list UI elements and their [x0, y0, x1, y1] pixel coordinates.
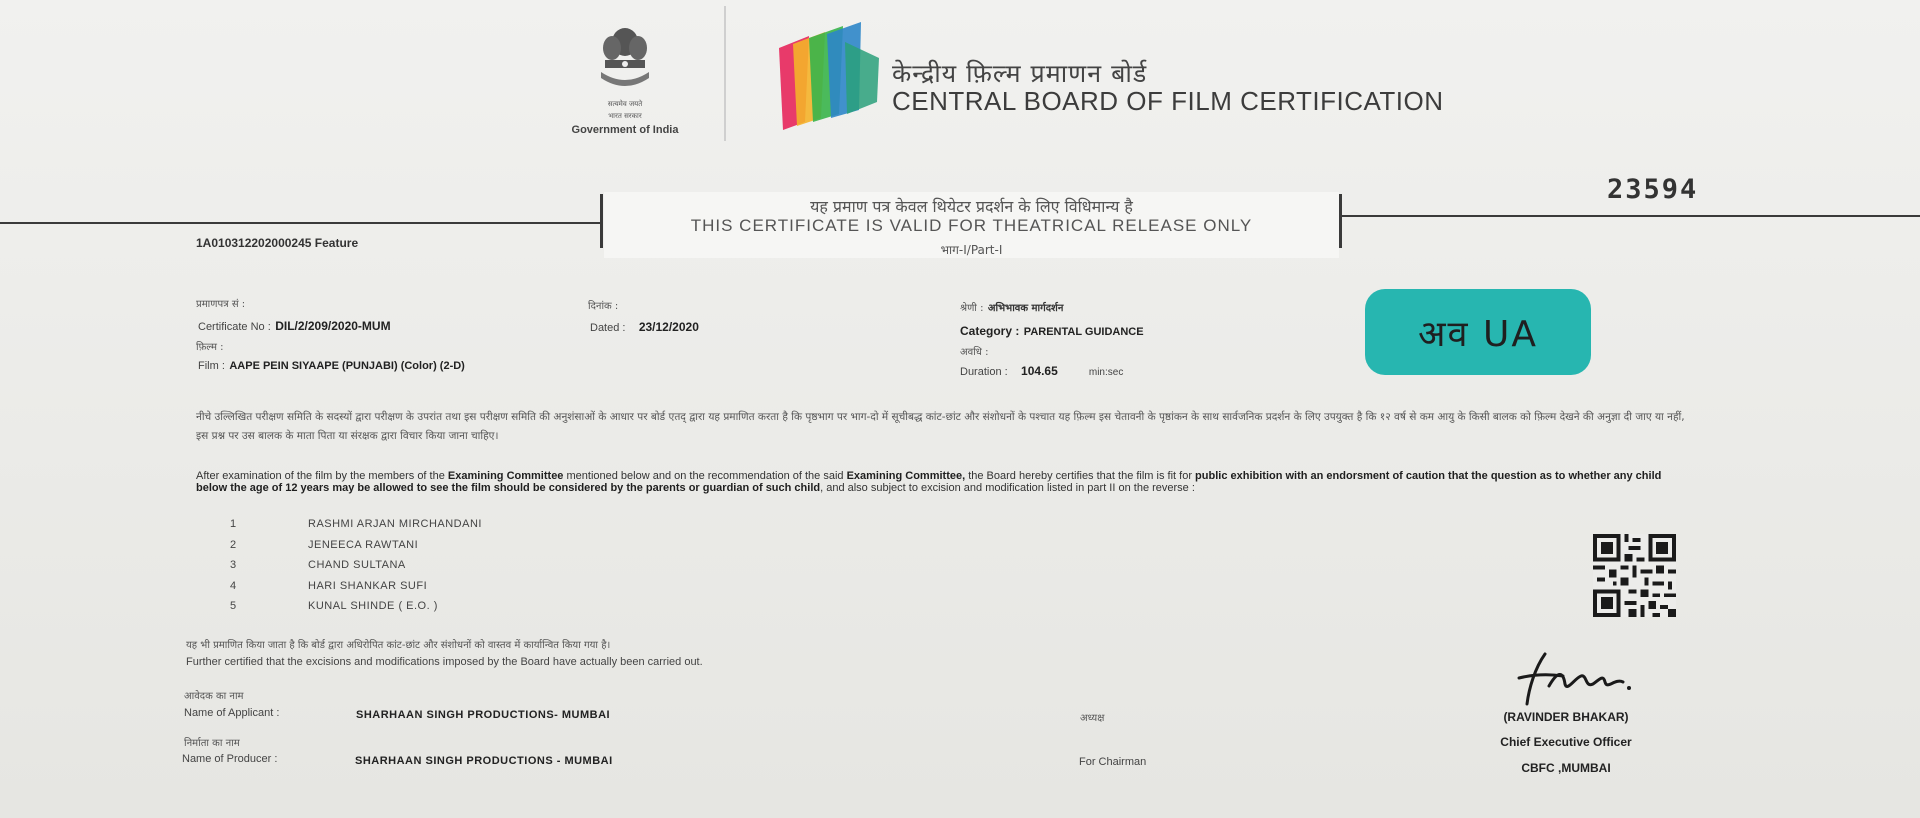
- duration-hindi-label: अवधि :: [960, 347, 989, 358]
- left-rule: [0, 222, 602, 224]
- duration-row: [960, 362, 1123, 380]
- category-row: [960, 322, 1144, 340]
- signatory-office: CBFC ,MUMBAI: [1521, 761, 1611, 775]
- film-row: [198, 356, 465, 374]
- left-bracket: [600, 194, 603, 248]
- certificate-serial-number: 23594: [1607, 174, 1699, 205]
- film-label: Film :: [198, 360, 225, 372]
- emblem-motto: सत्यमेव जयते: [607, 100, 643, 108]
- further-certified-hindi: यह भी प्रमाणित किया जाता है कि बोर्ड द्वारा अधिरोपित कांट-छांट और संशोधनों को वास्तव में कार्यान्वित किया गया है।: [186, 640, 611, 651]
- category-hindi-row: [960, 298, 1063, 316]
- producer-hindi-label: निर्माता का नाम: [184, 738, 240, 749]
- category-label: Category :: [960, 324, 1020, 338]
- list-item: 2 JENEECA RAWTANI: [230, 538, 419, 551]
- producer-value: SHARHAAN SINGH PRODUCTIONS - MUMBAI: [355, 755, 613, 767]
- cert-no-hindi-label: प्रमाणपत्र सं :: [196, 299, 246, 310]
- applicant-hindi-label: आवेदक का नाम: [184, 691, 244, 702]
- date-hindi-label: दिनांक :: [588, 301, 619, 312]
- duration-unit: min:sec: [1088, 367, 1124, 378]
- for-chairman-label: For Chairman: [1079, 756, 1147, 768]
- further-certified-english: Further certified that the excisions and modifications imposed by the Board have actually been carried out.: [186, 656, 703, 668]
- cert-no-value: DIL/2/209/2020-MUM: [275, 319, 391, 333]
- duration-label: Duration :: [960, 366, 1008, 378]
- date-label: Dated :: [590, 322, 626, 334]
- rating-badge: अव UA: [1365, 289, 1591, 375]
- list-item: 3 CHAND SULTANA: [230, 559, 406, 571]
- film-hindi-label: फ़िल्म :: [196, 342, 224, 353]
- list-item: 4 HARI SHANKAR SUFI: [230, 579, 428, 592]
- reference-number: 1A010312202000245 Feature: [196, 236, 359, 250]
- category-hindi-label: श्रेणी :: [960, 303, 984, 314]
- government-of-india-label: Government of India: [571, 124, 679, 136]
- cert-no-row: [198, 317, 391, 335]
- category-hindi-value: अभिभावक मार्गदर्शन: [987, 303, 1064, 314]
- board-name-english: CENTRAL BOARD OF FILM CERTIFICATION: [892, 86, 1444, 116]
- signature-icon: [1505, 648, 1645, 712]
- certification-paragraph-hindi: नीचे उल्लिखित परीक्षण समिति के सदस्यों द्वारा परीक्षण के उपरांत तथा इस परीक्षण समिति की अनुशंसाओं के आधार पर बोर्ड एतद् द्वारा यह प्रमाणित करता है कि पृष्ठभाग पर भाग-दो में सूचीबद्ध कांट-छांट और संशोधनों के पश्चात यह फ़िल्म इस चेतावनी के पृष्ठांकन के साथ सार्वजनिक प्रदर्शन के लिए उपयुक्त है कि १२ वर्ष से कम आयु के किसी बालक को फ़िल्म देखने की अनुज्ञा दी जाए या नहीं, इस प्रश्न पर उस बालक के माता पिता या संरक्षक द्वारा विचार किया जाना चाहिए।: [196, 411, 1685, 442]
- list-item: 5 KUNAL SHINDE ( E.O. ): [230, 600, 438, 612]
- duration-value: 104.65: [1021, 364, 1058, 378]
- cert-no-label: Certificate No :: [198, 321, 271, 333]
- right-bracket: [1339, 194, 1342, 248]
- date-value: 23/12/2020: [638, 320, 699, 334]
- film-value: AAPE PEIN SIYAAPE (PUNJABI) (Color) (2-D): [229, 360, 465, 372]
- validity-english: THIS CERTIFICATE IS VALID FOR THEATRICAL RELEASE ONLY: [690, 216, 1253, 235]
- chairman-hindi-label: अध्यक्ष: [1080, 713, 1105, 724]
- right-rule: [1341, 215, 1920, 217]
- part-label: भाग-I/Part-I: [940, 243, 1003, 257]
- committee-members-list: [230, 518, 482, 621]
- header-divider: [724, 6, 726, 141]
- board-name-hindi: केन्द्रीय फ़िल्म प्रमाणन बोर्ड: [892, 59, 1148, 88]
- validity-hindi: यह प्रमाण पत्र केवल थियेटर प्रदर्शन के लिए विधिमान्य है: [810, 197, 1133, 216]
- cbfc-logo-icon: [775, 18, 885, 136]
- emblem-hindi: भारत सरकार: [608, 112, 642, 120]
- producer-label: Name of Producer :: [182, 753, 278, 765]
- applicant-value: SHARHAAN SINGH PRODUCTIONS- MUMBAI: [356, 709, 611, 721]
- qr-code-icon: [1593, 534, 1676, 617]
- signatory-title: Chief Executive Officer: [1500, 735, 1632, 749]
- ashoka-emblem-icon: [585, 22, 665, 102]
- signatory-name: (RAVINDER BHAKAR): [1503, 710, 1629, 724]
- category-value: PARENTAL GUIDANCE: [1023, 326, 1144, 338]
- list-item: 1 RASHMI ARJAN MIRCHANDANI: [230, 518, 482, 530]
- date-row: [590, 318, 699, 336]
- applicant-label: Name of Applicant :: [184, 707, 280, 719]
- certification-paragraph-english: After examination of the film by the members of the Examining Committee mentioned below and on the recommendation of the said Examining Committee, the Board hereby certifies that the film is fit for public exhibition with an endorsment of caution that the question as to whether any child below the age of 12 years may be allowed to see the film should be considered by the parents or guardian of such child, and also subject to excision and modification listed in part II on the reverse :: [196, 470, 1662, 494]
